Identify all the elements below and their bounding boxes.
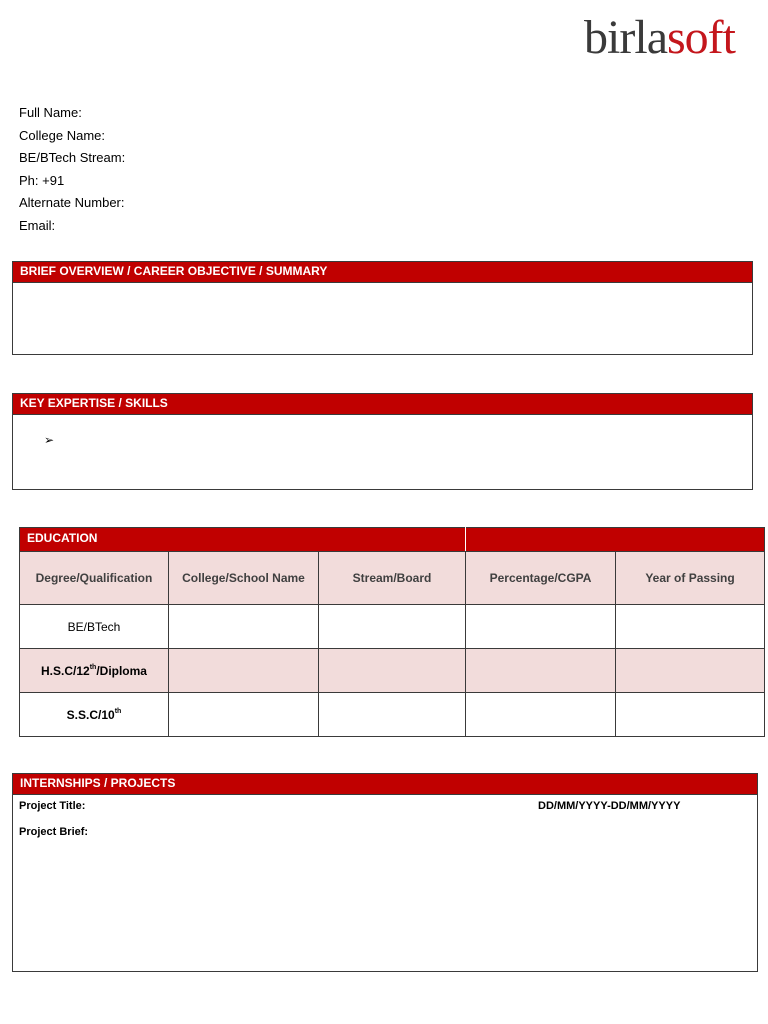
column-header-college: College/School Name bbox=[169, 552, 319, 605]
education-title-blank bbox=[466, 528, 765, 552]
column-header-percentage: Percentage/CGPA bbox=[466, 552, 616, 605]
arrowhead-bullet-icon: ➢ bbox=[44, 433, 55, 447]
overview-section-title: BRIEF OVERVIEW / CAREER OBJECTIVE / SUMMARY bbox=[13, 262, 752, 283]
project-title-label: Project Title: bbox=[19, 800, 86, 812]
degree-superscript: th bbox=[114, 707, 122, 715]
degree-superscript: th bbox=[89, 663, 97, 671]
internships-section bbox=[12, 773, 758, 972]
table-cell bbox=[319, 605, 466, 649]
table-cell bbox=[466, 693, 616, 737]
education-table bbox=[19, 527, 765, 737]
education-title-row bbox=[20, 528, 765, 552]
birlasoft-logo bbox=[584, 11, 735, 64]
degree-cell bbox=[20, 649, 169, 693]
table-cell bbox=[169, 693, 319, 737]
degree-text: H.S.C/12 bbox=[41, 663, 90, 678]
degree-suffix: /Diploma bbox=[96, 663, 147, 678]
overview-section bbox=[12, 261, 753, 355]
degree-text: S.S.C/10 bbox=[66, 707, 115, 722]
logo-text-birla: birla bbox=[584, 11, 667, 64]
alternate-number-label: Alternate Number: bbox=[19, 195, 125, 210]
skills-section-title: KEY EXPERTISE / SKILLS bbox=[13, 394, 752, 415]
degree-cell bbox=[20, 605, 169, 649]
table-cell bbox=[616, 605, 765, 649]
table-cell bbox=[616, 649, 765, 693]
phone-label: Ph: +91 bbox=[19, 172, 65, 188]
table-row bbox=[20, 649, 765, 693]
stream-label: BE/BTech Stream: bbox=[19, 150, 126, 165]
table-cell bbox=[169, 649, 319, 693]
degree-cell bbox=[20, 693, 169, 737]
logo-text-soft: soft bbox=[667, 11, 735, 64]
internships-section-title: INTERNSHIPS / PROJECTS bbox=[13, 774, 757, 795]
table-cell bbox=[616, 693, 765, 737]
project-brief-label: Project Brief: bbox=[19, 826, 89, 838]
column-header-stream: Stream/Board bbox=[319, 552, 466, 605]
contact-fields bbox=[19, 104, 125, 239]
table-cell bbox=[169, 605, 319, 649]
column-header-degree: Degree/Qualification bbox=[20, 552, 169, 605]
education-section-title: EDUCATION bbox=[20, 528, 466, 552]
email-label: Email: bbox=[19, 217, 56, 233]
college-name-label: College Name: bbox=[19, 127, 105, 143]
table-row bbox=[20, 693, 765, 737]
project-date-range: DD/MM/YYYY-DD/MM/YYYY bbox=[538, 800, 681, 812]
full-name-label: Full Name: bbox=[19, 105, 82, 120]
column-header-year: Year of Passing bbox=[616, 552, 765, 605]
table-cell bbox=[466, 649, 616, 693]
table-cell bbox=[319, 649, 466, 693]
skills-section bbox=[12, 393, 753, 490]
degree-text: BE/BTech bbox=[67, 619, 121, 634]
table-cell bbox=[466, 605, 616, 649]
table-row bbox=[20, 605, 765, 649]
education-header-row bbox=[20, 552, 765, 605]
table-cell bbox=[319, 693, 466, 737]
